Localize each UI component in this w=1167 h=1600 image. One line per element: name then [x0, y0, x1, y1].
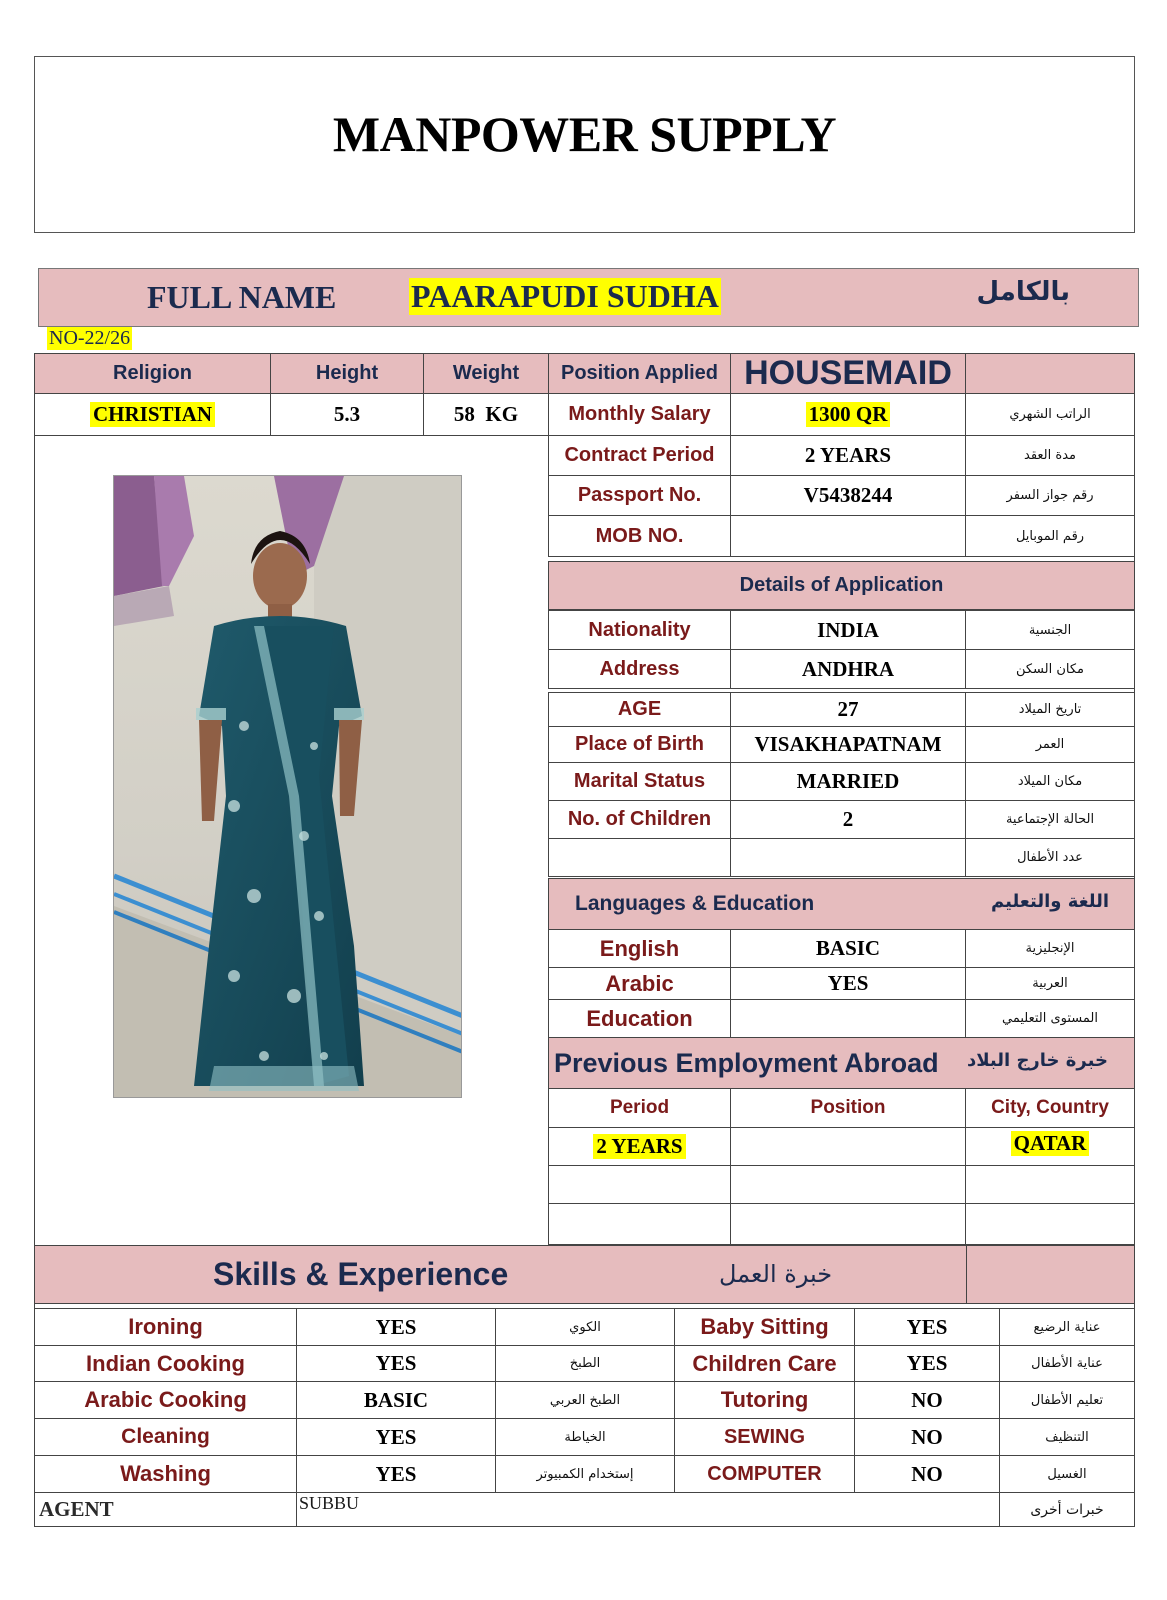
skills-header	[34, 1245, 967, 1304]
languages-header	[548, 878, 1135, 930]
marital-status-arabic: مكان الميلاد	[965, 762, 1135, 801]
header-box	[34, 56, 1135, 233]
height-value: 5.3	[270, 393, 424, 436]
children-arabic: الحالة الإجتماعية	[965, 800, 1135, 839]
mobile-no-label: MOB NO.	[548, 515, 731, 557]
skill-ironing-label: Ironing	[34, 1308, 297, 1346]
employment-title: Previous Employment Abroad	[554, 1047, 939, 1078]
address-label: Address	[548, 649, 731, 689]
skill-baby-sitting-value: YES	[854, 1308, 1000, 1346]
agent-label: AGENT	[34, 1492, 297, 1527]
skill-baby-sitting-arabic: عناية الرضيع	[999, 1308, 1135, 1346]
skill-sewing-value: NO	[854, 1418, 1000, 1456]
arabic-arabic: العربية	[965, 967, 1135, 1000]
position-applied-label: Position Applied	[548, 353, 731, 394]
skill-tutoring-arabic: تعليم الأطفال	[999, 1381, 1135, 1419]
employment-period-header: Period	[548, 1088, 731, 1128]
blank-detail-value	[730, 838, 966, 877]
skill-cleaning-arabic: الخياطة	[495, 1418, 675, 1456]
employment-title-arabic: خبرة خارج البلاد	[967, 1050, 1108, 1071]
reference-number: NO-22/26	[49, 327, 131, 349]
skill-tutoring-value: NO	[854, 1381, 1000, 1419]
employment-period-2	[548, 1165, 731, 1204]
monthly-salary-arabic: الراتب الشهري	[965, 393, 1135, 436]
contract-period-label: Contract Period	[548, 435, 731, 476]
agent-value: SUBBU	[296, 1492, 1000, 1527]
education-label: Education	[548, 999, 731, 1038]
skill-children-care-label: Children Care	[674, 1345, 855, 1382]
children-value: 2	[730, 800, 966, 839]
skill-computer-label: COMPUTER	[674, 1455, 855, 1493]
english-label: English	[548, 929, 731, 968]
skill-ironing-value: YES	[296, 1308, 496, 1346]
passport-no-value: V5438244	[730, 475, 966, 516]
nationality-label: Nationality	[548, 610, 731, 650]
age-arabic: تاريخ الميلاد	[965, 692, 1135, 727]
skill-washing-label: Washing	[34, 1455, 297, 1493]
candidate-photo	[113, 475, 462, 1098]
skill-ironing-arabic: الكوي	[495, 1308, 675, 1346]
details-of-application-header: Details of Application	[548, 561, 1135, 610]
employment-city-header: City, Country	[965, 1088, 1135, 1128]
position-blank-cell	[965, 353, 1135, 394]
languages-title-arabic: اللغة والتعليم	[991, 891, 1110, 912]
languages-title: Languages & Education	[575, 892, 815, 915]
skills-header-blank	[966, 1245, 1135, 1304]
document-title: MANPOWER SUPPLY	[332, 106, 837, 162]
monthly-salary-value: 1300 QR	[806, 402, 891, 427]
employment-period-1: 2 YEARS	[593, 1134, 685, 1159]
english-value: BASIC	[730, 929, 966, 968]
employment-position-1	[730, 1127, 966, 1166]
education-arabic: المستوى التعليمي	[965, 999, 1135, 1038]
employment-period-3	[548, 1203, 731, 1245]
skill-arabic-cooking-label: Arabic Cooking	[34, 1381, 297, 1419]
religion-header: Religion	[34, 353, 271, 394]
employment-header	[548, 1037, 1135, 1089]
other-experience-arabic: خبرات أخرى	[999, 1492, 1135, 1527]
skill-cleaning-label: Cleaning	[34, 1418, 297, 1456]
weight-header: Weight	[423, 353, 549, 394]
skill-arabic-cooking-arabic: الطبخ العربي	[495, 1381, 675, 1419]
place-of-birth-arabic: العمر	[965, 726, 1135, 763]
skill-sewing-label: SEWING	[674, 1418, 855, 1456]
marital-status-value: MARRIED	[730, 762, 966, 801]
employment-period-1-cell	[548, 1127, 731, 1166]
employment-city-1-cell	[965, 1127, 1135, 1166]
place-of-birth-label: Place of Birth	[548, 726, 731, 763]
blank-detail-label	[548, 838, 731, 877]
contract-period-arabic: مدة العقد	[965, 435, 1135, 476]
nationality-value: INDIA	[730, 610, 966, 650]
full-name-value: PAARAPUDI SUDHA	[411, 278, 719, 314]
employment-position-3	[730, 1203, 966, 1245]
skills-title-arabic: خبرة العمل	[719, 1260, 833, 1288]
employment-city-3	[965, 1203, 1135, 1245]
age-value: 27	[730, 692, 966, 727]
religion-value-cell	[34, 393, 271, 436]
skill-cleaning-value: YES	[296, 1418, 496, 1456]
height-header: Height	[270, 353, 424, 394]
skill-washing-value: YES	[296, 1455, 496, 1493]
mobile-no-arabic: رقم الموبايل	[965, 515, 1135, 557]
skill-indian-cooking-value: YES	[296, 1345, 496, 1382]
arabic-value: YES	[730, 967, 966, 1000]
nationality-arabic: الجنسية	[965, 610, 1135, 650]
position-applied-value: HOUSEMAID	[730, 353, 966, 394]
education-value	[730, 999, 966, 1038]
candidate-photo-image	[114, 476, 462, 1098]
skill-computer-value: NO	[854, 1455, 1000, 1493]
address-value: ANDHRA	[730, 649, 966, 689]
age-label: AGE	[548, 692, 731, 727]
passport-no-arabic: رقم جواز السفر	[965, 475, 1135, 516]
employment-position-2	[730, 1165, 966, 1204]
address-arabic: مكان السكن	[965, 649, 1135, 689]
employment-city-2	[965, 1165, 1135, 1204]
full-name-bar	[38, 268, 1139, 327]
skills-title: Skills & Experience	[213, 1256, 509, 1292]
marital-status-label: Marital Status	[548, 762, 731, 801]
monthly-salary-label: Monthly Salary	[548, 393, 731, 436]
skill-sewing-arabic: التنظيف	[999, 1418, 1135, 1456]
passport-no-label: Passport No.	[548, 475, 731, 516]
full-name-arabic-label: بالكامل	[976, 277, 1070, 307]
skill-baby-sitting-label: Baby Sitting	[674, 1308, 855, 1346]
religion-value: CHRISTIAN	[90, 402, 215, 427]
skill-indian-cooking-label: Indian Cooking	[34, 1345, 297, 1382]
children-label: No. of Children	[548, 800, 731, 839]
skill-indian-cooking-arabic: الطبخ	[495, 1345, 675, 1382]
skill-tutoring-label: Tutoring	[674, 1381, 855, 1419]
monthly-salary-cell	[730, 393, 966, 436]
skill-arabic-cooking-value: BASIC	[296, 1381, 496, 1419]
skill-children-care-arabic: عناية الأطفال	[999, 1345, 1135, 1382]
contract-period-value: 2 YEARS	[730, 435, 966, 476]
skill-washing-arabic: إستخدام الكمبيوتر	[495, 1455, 675, 1493]
english-arabic: الإنجليزية	[965, 929, 1135, 968]
skill-children-care-value: YES	[854, 1345, 1000, 1382]
employment-city-1: QATAR	[1011, 1131, 1090, 1156]
skill-computer-arabic: الغسيل	[999, 1455, 1135, 1493]
full-name-label: FULL NAME	[147, 279, 337, 315]
place-of-birth-value: VISAKHAPATNAM	[730, 726, 966, 763]
weight-value: 58 KG	[423, 393, 549, 436]
blank-detail-arabic: عدد الأطفال	[965, 838, 1135, 877]
employment-position-header: Position	[730, 1088, 966, 1128]
mobile-no-value	[730, 515, 966, 557]
arabic-label: Arabic	[548, 967, 731, 1000]
